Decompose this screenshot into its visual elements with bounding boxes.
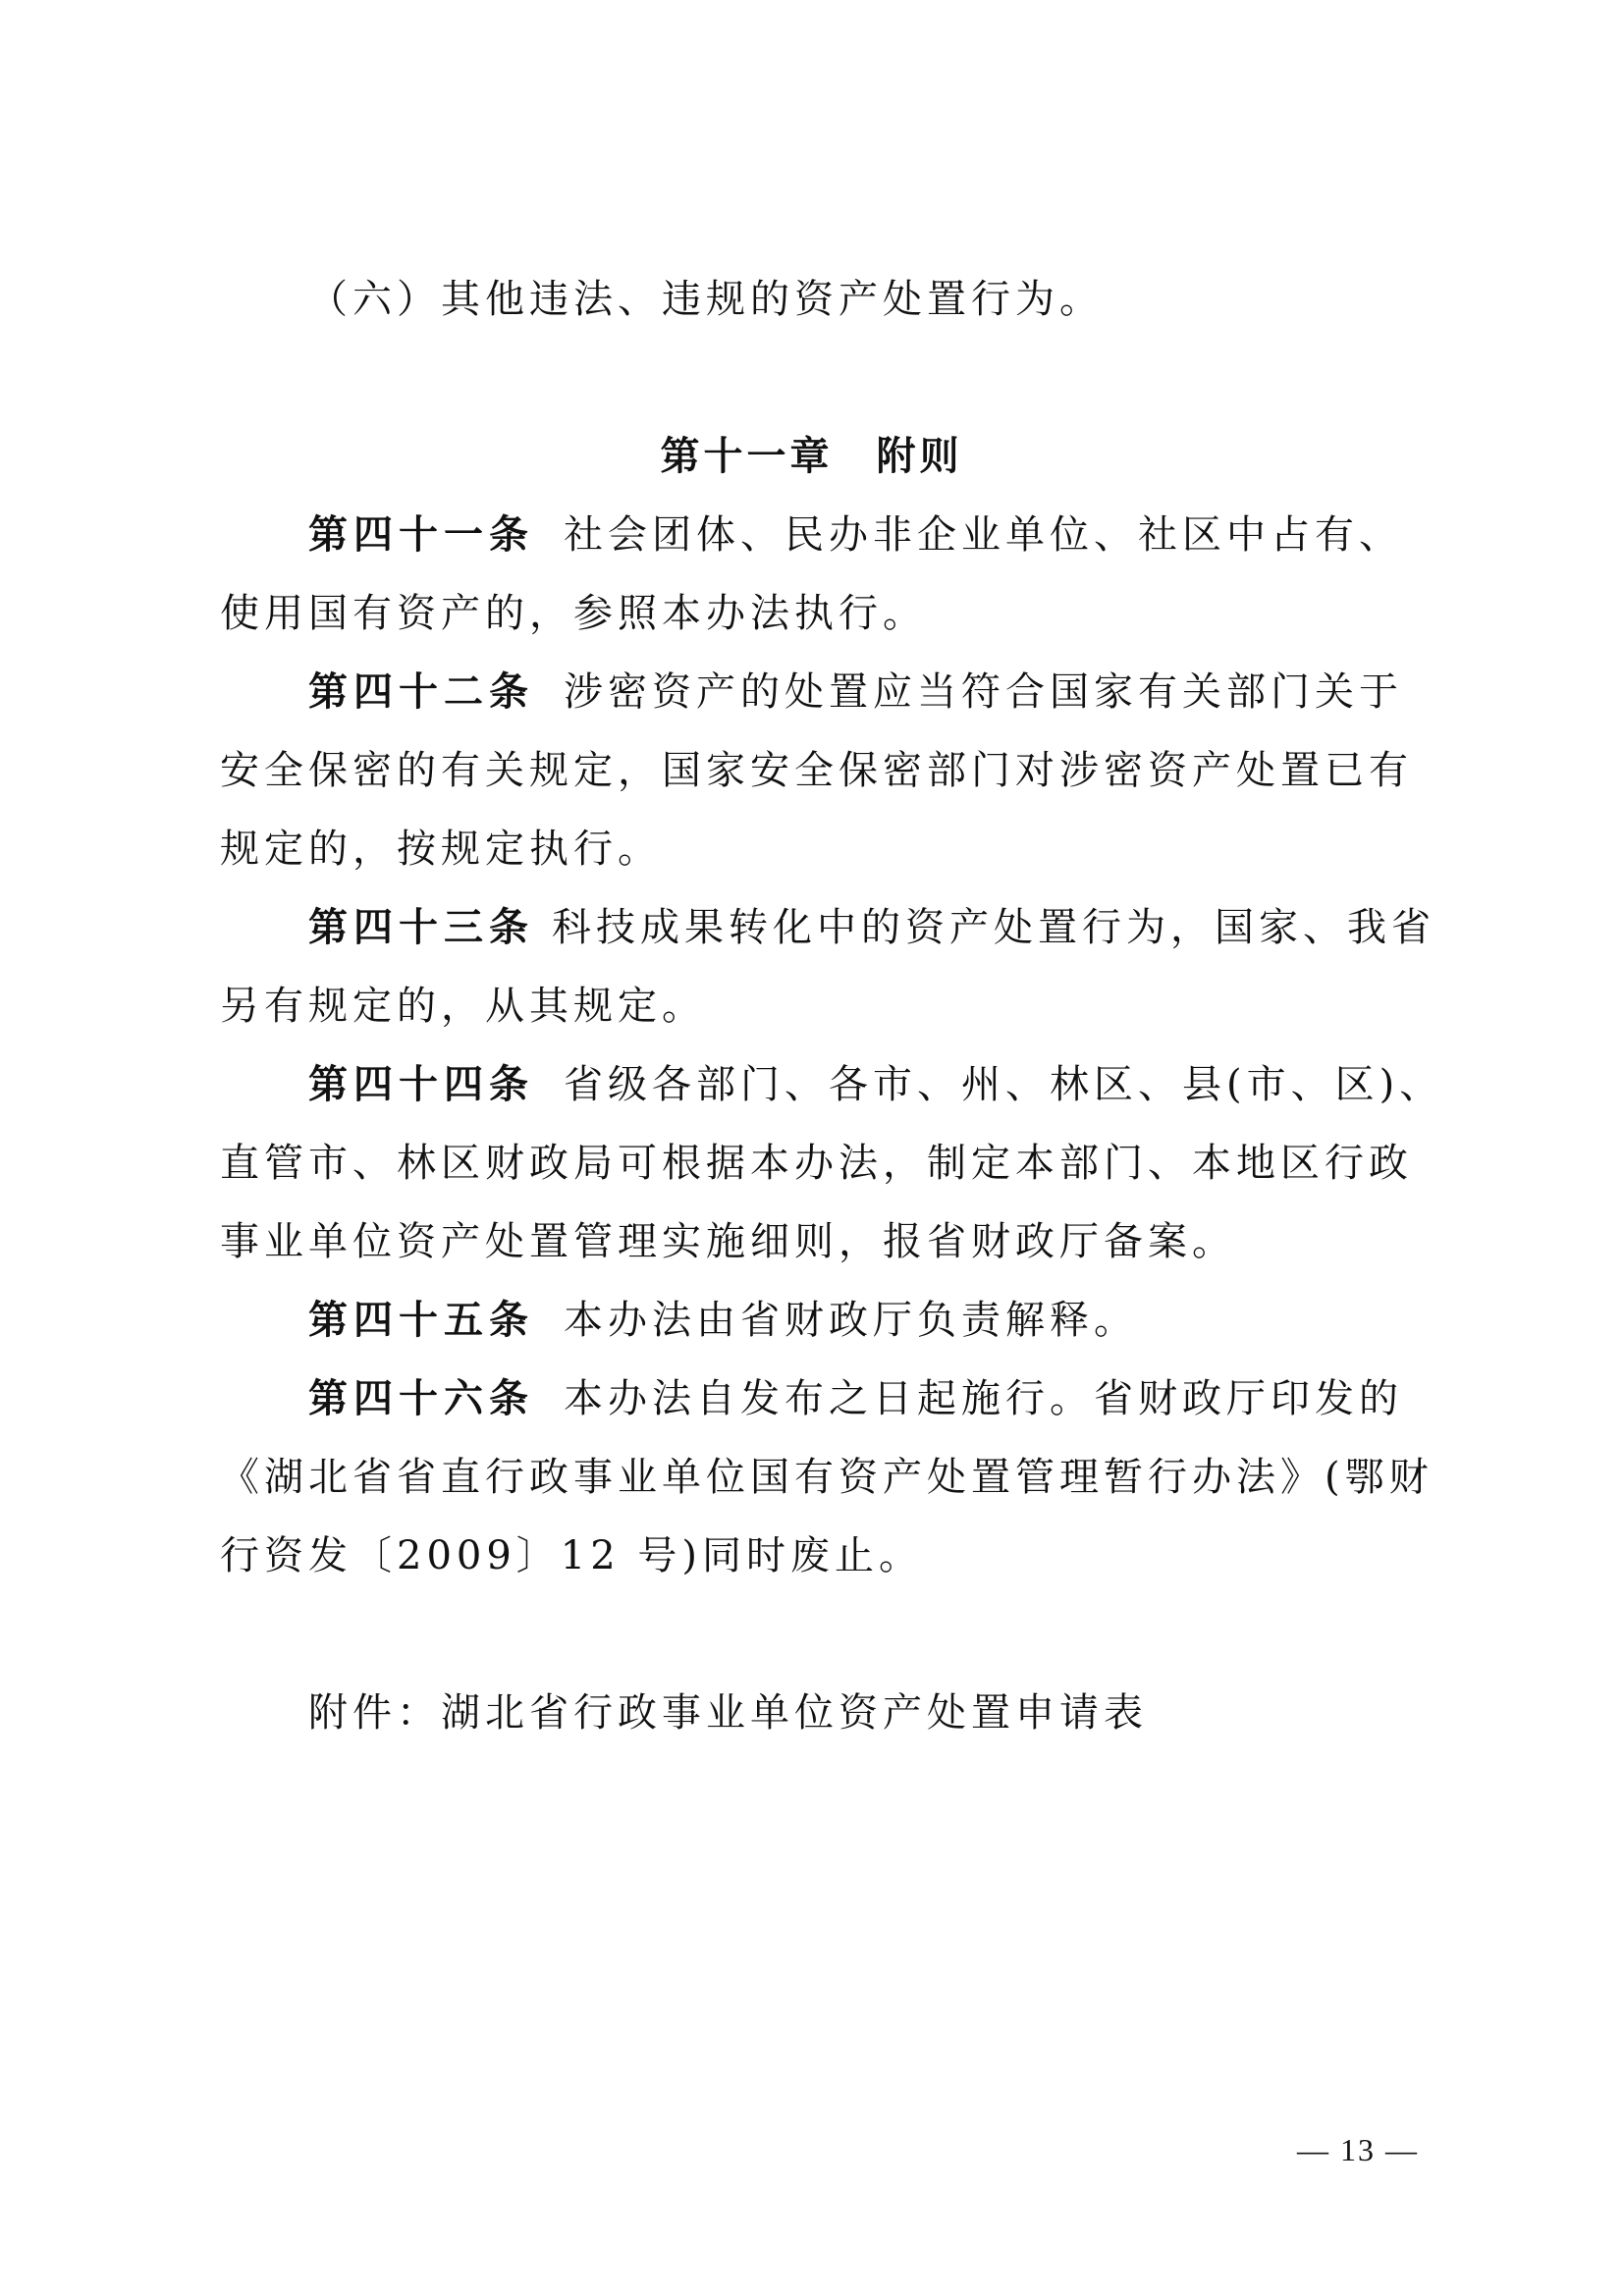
article-41 (308, 496, 1506, 574)
article-43-title: 第四十三条 (308, 905, 534, 950)
article-46-line-3: 行资发〔2009〕12 号)同时废止。 (220, 1533, 924, 1578)
article-45 (308, 1281, 1506, 1360)
article-46-line-1: 本办法自发布之日起施行。省财政厅印发的 (564, 1376, 1403, 1421)
article-42 (308, 653, 1506, 731)
article-42-line-1: 涉密资产的处置应当符合国家有关部门关于 (564, 669, 1403, 715)
article-41-title: 第四十一条 (308, 512, 534, 558)
article-43 (308, 888, 1506, 967)
article-43-line-1: 科技成果转化中的资产处置行为，国家、我省 (552, 905, 1435, 950)
chapter-title: 第十一章 附则 (660, 434, 963, 479)
page-number: — 13 — (1297, 2132, 1419, 2167)
article-42-title: 第四十二条 (308, 669, 534, 715)
article-43-line-2: 另有规定的，从其规定。 (220, 984, 706, 1029)
article-41-line-1: 社会团体、民办非企业单位、社区中占有、 (564, 512, 1403, 558)
article-44-line-3: 事业单位资产处置管理实施细则，报省财政厅备案。 (220, 1219, 1236, 1264)
article-45-line-1: 本办法由省财政厅负责解释。 (564, 1298, 1138, 1343)
article-46-title: 第四十六条 (308, 1376, 534, 1421)
article-44 (308, 1045, 1506, 1124)
article-41-line-2: 使用国有资产的，参照本办法执行。 (220, 591, 927, 636)
article-42-line-3: 规定的，按规定执行。 (220, 827, 662, 872)
article-42-line-2: 安全保密的有关规定，国家安全保密部门对涉密资产处置已有 (220, 748, 1413, 793)
article-46-line-2: 《湖北省省直行政事业单位国有资产处置管理暂行办法》(鄂财 (220, 1455, 1434, 1500)
article-46 (308, 1360, 1506, 1438)
article-44-title: 第四十四条 (308, 1062, 534, 1107)
article-44-line-1: 省级各部门、各市、州、林区、县(市、区)、 (564, 1062, 1444, 1107)
article-44-line-2: 直管市、林区财政局可根据本办法，制定本部门、本地区行政 (220, 1141, 1413, 1186)
attachment-line: 附件：湖北省行政事业单位资产处置申请表 (308, 1690, 1148, 1735)
article-45-title: 第四十五条 (308, 1298, 534, 1343)
item-six-paragraph: （六）其他违法、违规的资产处置行为。 (308, 277, 1104, 322)
